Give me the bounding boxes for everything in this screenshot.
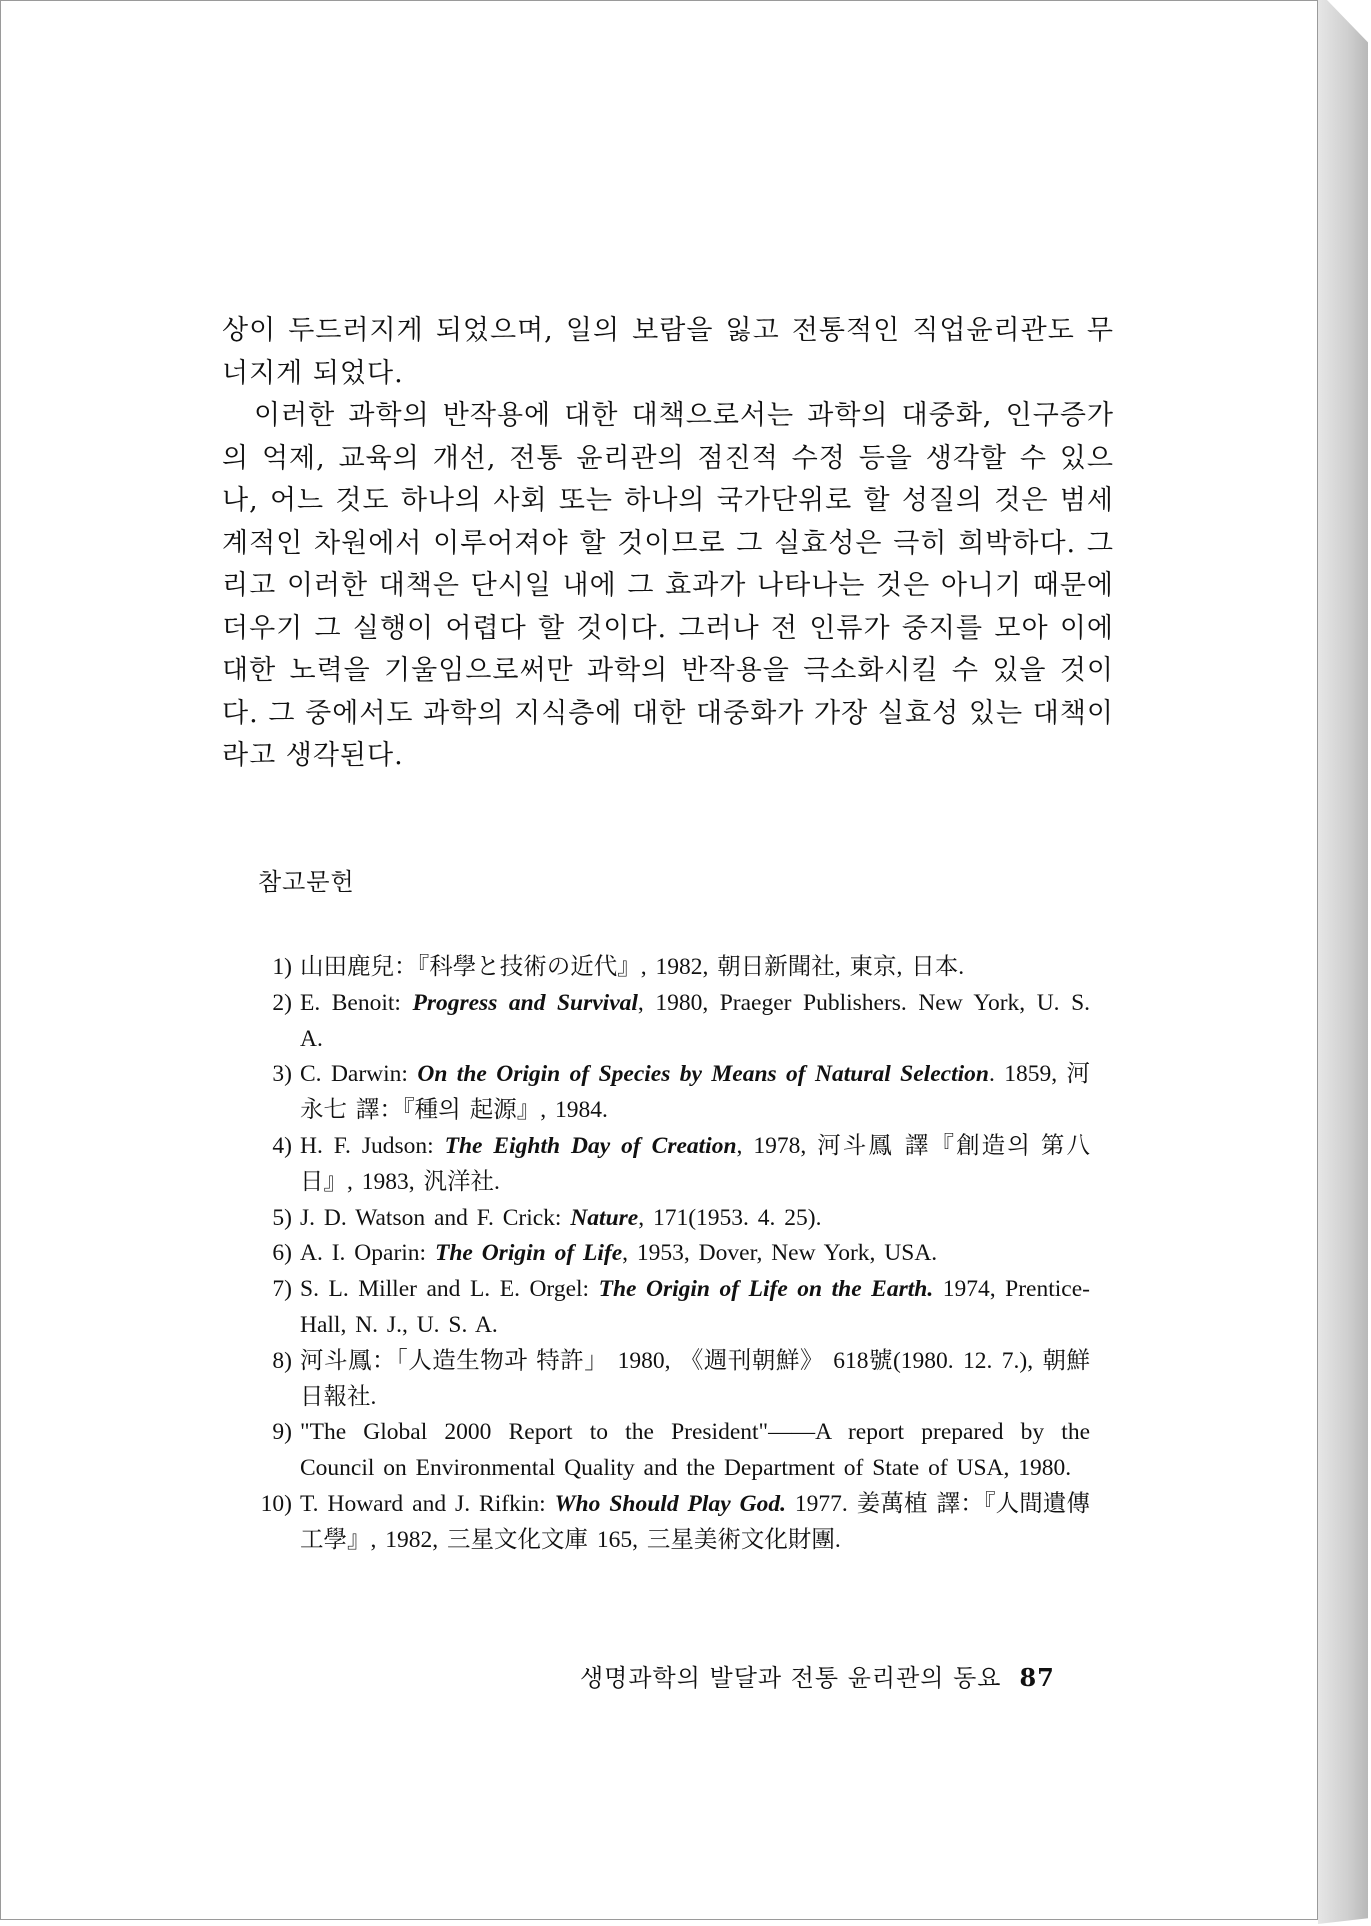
reference-item [230, 1057, 1090, 1129]
reference-number: 4) [272, 1132, 292, 1159]
reference-text [300, 1129, 1090, 1201]
reference-text-post: 1977. 姜萬植 譯：『人間遺傳工學』, 1982, 三星文化文庫 165, 三星美術文化財團. [300, 1490, 1090, 1553]
reference-text-pre: T. Howard and J. Rifkin: [300, 1490, 555, 1517]
references-list [230, 950, 1090, 1559]
reference-text-pre: H. F. Judson: [300, 1132, 445, 1159]
page-footer [580, 1658, 1055, 1693]
reference-text-post: . 1859, 河永七 譯：『種의 起源』, 1984. [300, 1061, 1091, 1124]
reference-title: Who Should Play God. [554, 1490, 786, 1517]
body-text [222, 310, 1114, 778]
reference-number: 5) [272, 1204, 292, 1231]
reference-item [230, 1201, 1090, 1237]
reference-text [300, 1236, 1090, 1272]
reference-text-pre: "The Global 2000 Report to the President"——A report prepared by the Council on Environmental Quality and the Department of State of USA, 1980. [300, 1419, 1090, 1482]
paragraph-countermeasures: 이러한 과학의 반작용에 대한 대책으로서는 과학의 대중화, 인구증가의 억제, 교육의 개선, 전통 윤리관의 점진적 수정 등을 생각할 수 있으나, 어느 것도 하나의 사회 또는 하나의 국가단위로 할 성질의 것은 범세계적인 차원에서 이루어져야 할 것이므로 그 실효성은 극히 희박하다. 그리고 이러한 대책은 단시일 내에 그 효과가 나타나는 것은 아니기 때문에 더우기 그 실행이 어렵다 할 것이다. 그러나 전 인류가 중지를 모아 이에 대한 노력을 기울임으로써만 과학의 반작용을 극소화시킬 수 있을 것이다. 그 중에서도 과학의 지식층에 대한 대중화가 가장 실효성 있는 대책이라고 생각된다. [222, 400, 1114, 771]
reference-title: The Origin of Life on the Earth. [598, 1276, 934, 1303]
running-title: 생명과학의 발달과 전통 윤리관의 동요 [580, 1664, 1002, 1692]
reference-item [230, 950, 1090, 986]
reference-text-post: , 1978, 河斗鳳 譯『創造의 第八日』, 1983, 汎洋社. [300, 1132, 1090, 1195]
reference-item [230, 1487, 1090, 1559]
reference-text-pre: C. Darwin: [300, 1061, 418, 1088]
reference-number: 9) [272, 1419, 292, 1446]
reference-text [300, 1057, 1090, 1129]
reference-item [230, 1344, 1090, 1416]
reference-number: 3) [272, 1061, 292, 1088]
reference-item [230, 1129, 1090, 1201]
reference-number: 8) [272, 1347, 292, 1374]
reference-text-pre: J. D. Watson and F. Crick: [300, 1204, 571, 1231]
reference-text-post: , 171(1953. 4. 25). [638, 1204, 822, 1231]
reference-text [300, 1344, 1090, 1416]
reference-title: Nature [570, 1204, 639, 1231]
reference-text-pre: E. Benoit: [300, 989, 413, 1016]
reference-item [230, 1415, 1090, 1487]
reference-text-post: , 1980, Praeger Publishers. New York, U. S. A. [300, 989, 1091, 1052]
reference-text-pre: 山田鹿兒：『科學と技術の近代』, 1982, 朝日新聞社, 東京, 日本. [300, 954, 965, 980]
reference-number: 7) [272, 1276, 292, 1303]
reference-text [300, 1272, 1090, 1344]
reference-item [230, 986, 1090, 1058]
reference-number: 2) [272, 989, 292, 1016]
reference-item [230, 1272, 1090, 1344]
reference-title: On the Origin of Species by Means of Natural Selection [417, 1061, 989, 1088]
reference-text [300, 950, 1090, 986]
reference-text [300, 986, 1090, 1058]
references-heading: 참고문헌 [258, 868, 355, 896]
reference-title: The Eighth Day of Creation [444, 1132, 737, 1159]
reference-text-post: 1974, Prentice-Hall, N. J., U. S. A. [300, 1276, 1090, 1338]
reference-text-post: , 1953, Dover, New York, USA. [622, 1240, 938, 1267]
reference-title: The Origin of Life [434, 1240, 623, 1267]
reference-item [230, 1236, 1090, 1272]
reference-number: 10) [260, 1490, 292, 1517]
page-number: 87 [1019, 1663, 1055, 1692]
reference-text-pre: S. L. Miller and L. E. Orgel: [300, 1276, 599, 1303]
reference-text-pre: 河斗鳳：「人造生物과 特許」 1980, 《週刊朝鮮》 618號(1980. 12. 7.), 朝鮮日報社. [300, 1347, 1090, 1410]
reference-text [300, 1415, 1090, 1487]
paragraph-continued: 상이 두드러지게 되었으며, 일의 보람을 잃고 전통적인 직업윤리관도 무너지게 되었다. [222, 315, 1114, 389]
reference-text [300, 1487, 1090, 1559]
reference-number: 1) [272, 954, 292, 980]
reference-title: Progress and Survival [412, 989, 638, 1016]
reference-text [300, 1201, 1090, 1237]
reference-number: 6) [272, 1240, 292, 1267]
page-edge-shadow [1318, 0, 1368, 1924]
reference-text-pre: A. I. Oparin: [300, 1240, 435, 1267]
